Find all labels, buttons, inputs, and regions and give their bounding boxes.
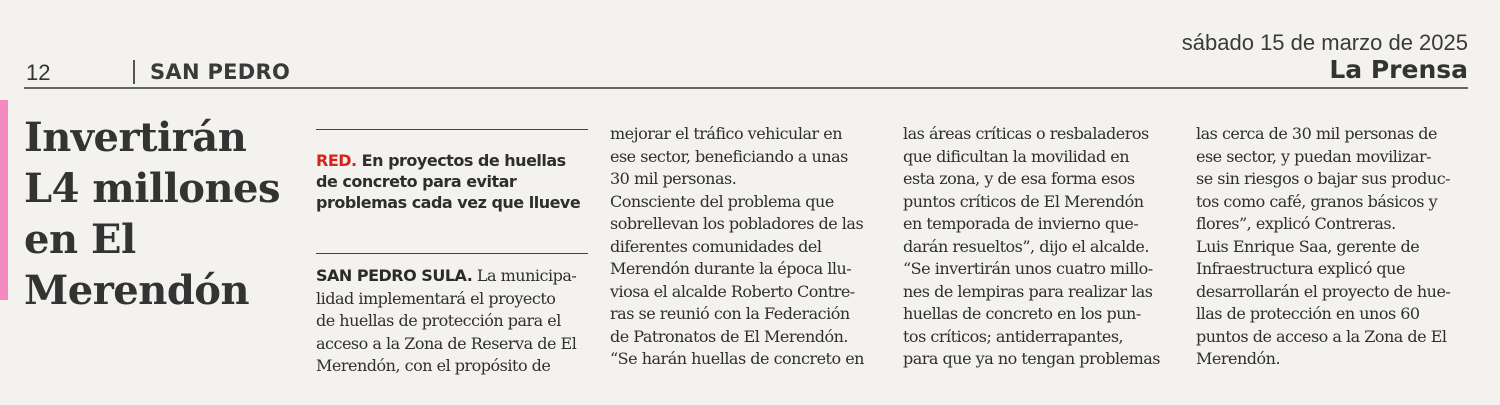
issue-date: sábado 15 de marzo de 2025 bbox=[1181, 30, 1468, 55]
deck-top-rule bbox=[316, 129, 588, 130]
article-headline: Invertirán L4 millones en El Merendón bbox=[24, 114, 281, 314]
dateline: SAN PEDRO SULA. bbox=[316, 266, 473, 285]
article-column-2: mejorar el tráfico vehicular en ese sector, beneficiando a unas 30 mil personas. Consciente del problema que sobrellevan los pobladores de las diferentes comunidades del Merendón durante la época llu- viosa el alcalde Roberto Contre- ras se reunió con la Federación de Patronatos de El Merendón. “Se harán huellas de concreto en bbox=[610, 124, 864, 368]
article-column-4: las cerca de 30 mil personas de ese sector, y puedan movilizar- se sin riesgos o bajar sus produc- tos como café, granos básicos y flores”, explicó Contreras. Luis Enrique Saa, gerente de Infraestructura explicó que desarrollarán el proyecto de hue- llas de protección en unos 60 puntos de acceso a la Zona de El Merendón. bbox=[1196, 124, 1451, 368]
page-number: 12 bbox=[26, 60, 51, 85]
article-column-1 bbox=[316, 265, 586, 378]
article-deck bbox=[316, 150, 588, 213]
deck-lead: RED. bbox=[316, 151, 357, 170]
section-title: SAN PEDRO bbox=[150, 60, 291, 84]
header-separator bbox=[133, 60, 135, 84]
deck-bottom-rule bbox=[316, 253, 588, 254]
header-rule bbox=[24, 87, 1468, 89]
article-column-3: las áreas críticas o resbaladeros que dificultan la movilidad en esta zona, y de esa forma esos puntos críticos de El Merendón en temporada de invierno que- darán resueltos”, dijo el alcalde. “Se invertirán unos cuatro millo- nes de lempiras para realizar las huellas de concreto en los pun- tos críticos; antiderrapantes, para que ya no tengan problemas bbox=[903, 124, 1160, 368]
highlighter-mark bbox=[0, 100, 8, 300]
deck-text: En proyectos de huellas de concreto para evitar problemas cada vez que llueve bbox=[316, 151, 581, 212]
column-1-text: La municipa- lidad implementará el proyecto de huellas de protección para el acceso a la Zona de Reserva de El Merendón, con el propósito de bbox=[316, 266, 577, 375]
publication-name: La Prensa bbox=[1329, 55, 1468, 84]
